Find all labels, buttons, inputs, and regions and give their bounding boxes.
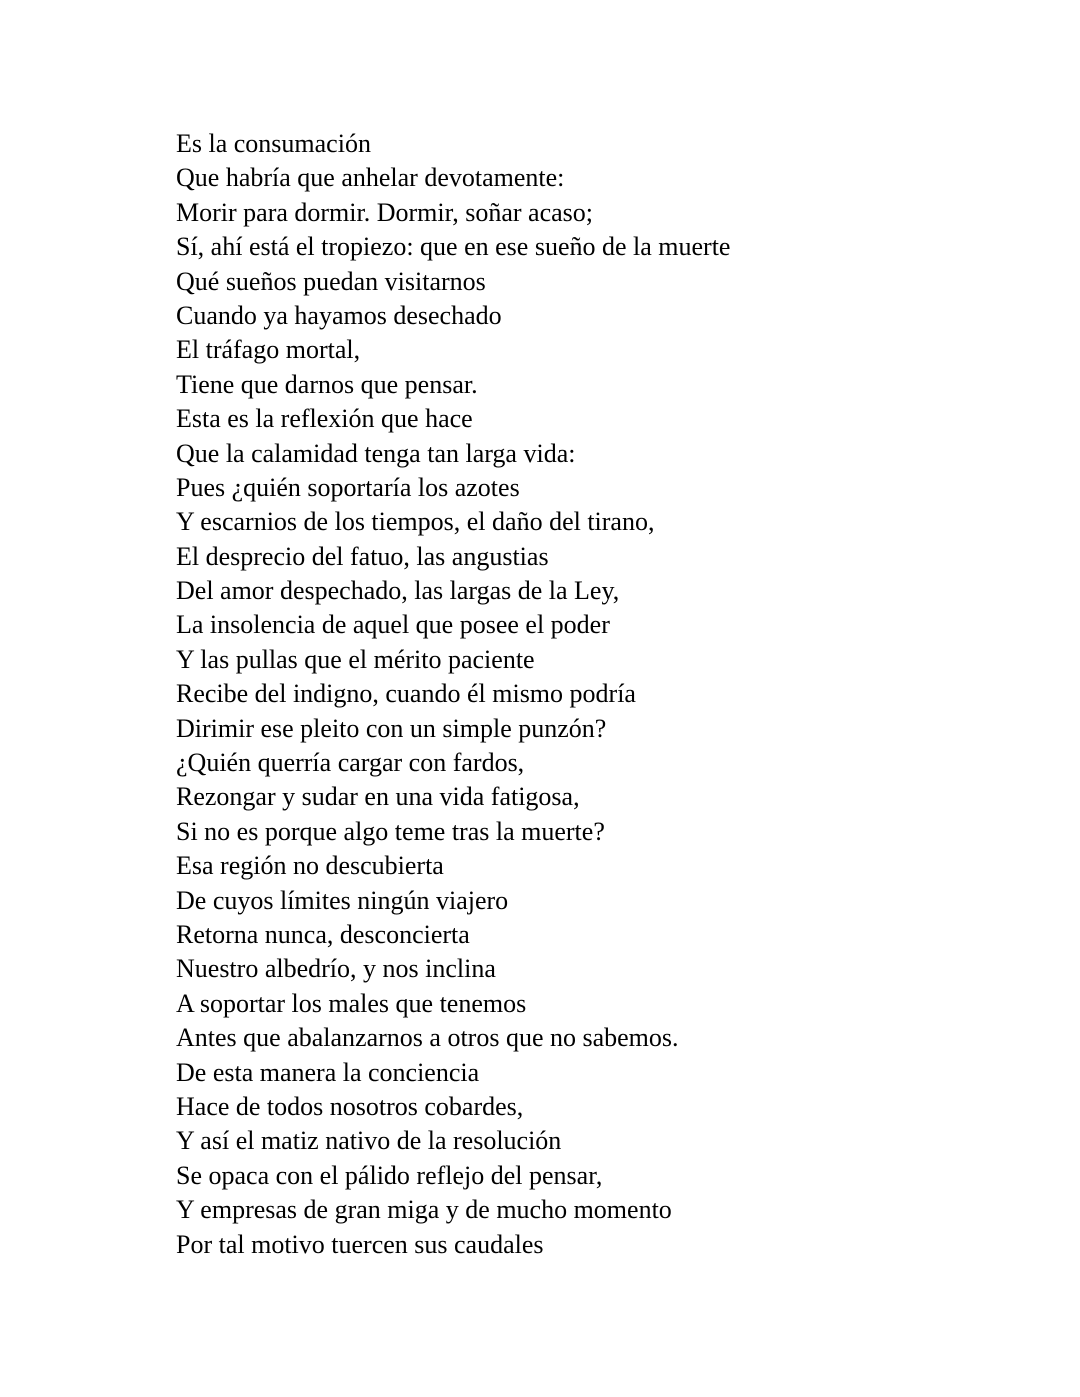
poem-line: Que la calamidad tenga tan larga vida: — [176, 438, 576, 468]
poem-line: Sí, ahí está el tropiezo: que en ese sueño de la muerte — [176, 232, 731, 262]
poem-line: Hace de todos nosotros cobardes, — [176, 1091, 524, 1121]
poem-line: Qué sueños puedan visitarnos — [176, 266, 486, 296]
poem-line: ¿Quién querría cargar con fardos, — [176, 748, 525, 778]
poem-line: Tiene que darnos que pensar. — [176, 369, 478, 399]
poem-line: Antes que abalanzarnos a otros que no sabemos. — [176, 1023, 679, 1053]
poem-line: Rezongar y sudar en una vida fatigosa, — [176, 782, 580, 812]
poem-line: Pues ¿quién soportaría los azotes — [176, 472, 520, 502]
poem-text-block — [176, 127, 996, 1262]
poem-line: Cuando ya hayamos desechado — [176, 300, 502, 330]
poem-line: Retorna nunca, desconcierta — [176, 919, 470, 949]
poem-line: Morir para dormir. Dormir, soñar acaso; — [176, 197, 594, 227]
poem-line: Recibe del indigno, cuando él mismo podría — [176, 679, 636, 709]
poem-line: Y las pullas que el mérito paciente — [176, 644, 535, 674]
poem-line: Nuestro albedrío, y nos inclina — [176, 954, 496, 984]
poem-line: Es la consumación — [176, 129, 371, 158]
poem-line: De esta manera la conciencia — [176, 1057, 480, 1087]
poem-line: Dirimir ese pleito con un simple punzón? — [176, 713, 607, 743]
poem-line: El desprecio del fatuo, las angustias — [176, 541, 549, 571]
poem-line: Esa región no descubierta — [176, 851, 444, 881]
poem-line: Y empresas de gran miga y de mucho momento — [176, 1195, 672, 1225]
poem-line: La insolencia de aquel que posee el poder — [176, 610, 610, 640]
poem-line: Por tal motivo tuercen sus caudales — [176, 1229, 544, 1259]
poem-line: A soportar los males que tenemos — [176, 988, 527, 1018]
poem-line: Que habría que anhelar devotamente: — [176, 163, 565, 193]
poem-line: Y así el matiz nativo de la resolución — [176, 1126, 562, 1156]
poem-line: Del amor despechado, las largas de la Ley, — [176, 576, 620, 606]
poem-line: El tráfago mortal, — [176, 335, 361, 365]
poem-line: Esta es la reflexión que hace — [176, 404, 473, 434]
poem-line: De cuyos límites ningún viajero — [176, 885, 509, 915]
poem-line: Y escarnios de los tiempos, el daño del tirano, — [176, 507, 655, 537]
poem-line: Se opaca con el pálido reflejo del pensar, — [176, 1160, 603, 1190]
poem-line: Si no es porque algo teme tras la muerte? — [176, 816, 605, 846]
